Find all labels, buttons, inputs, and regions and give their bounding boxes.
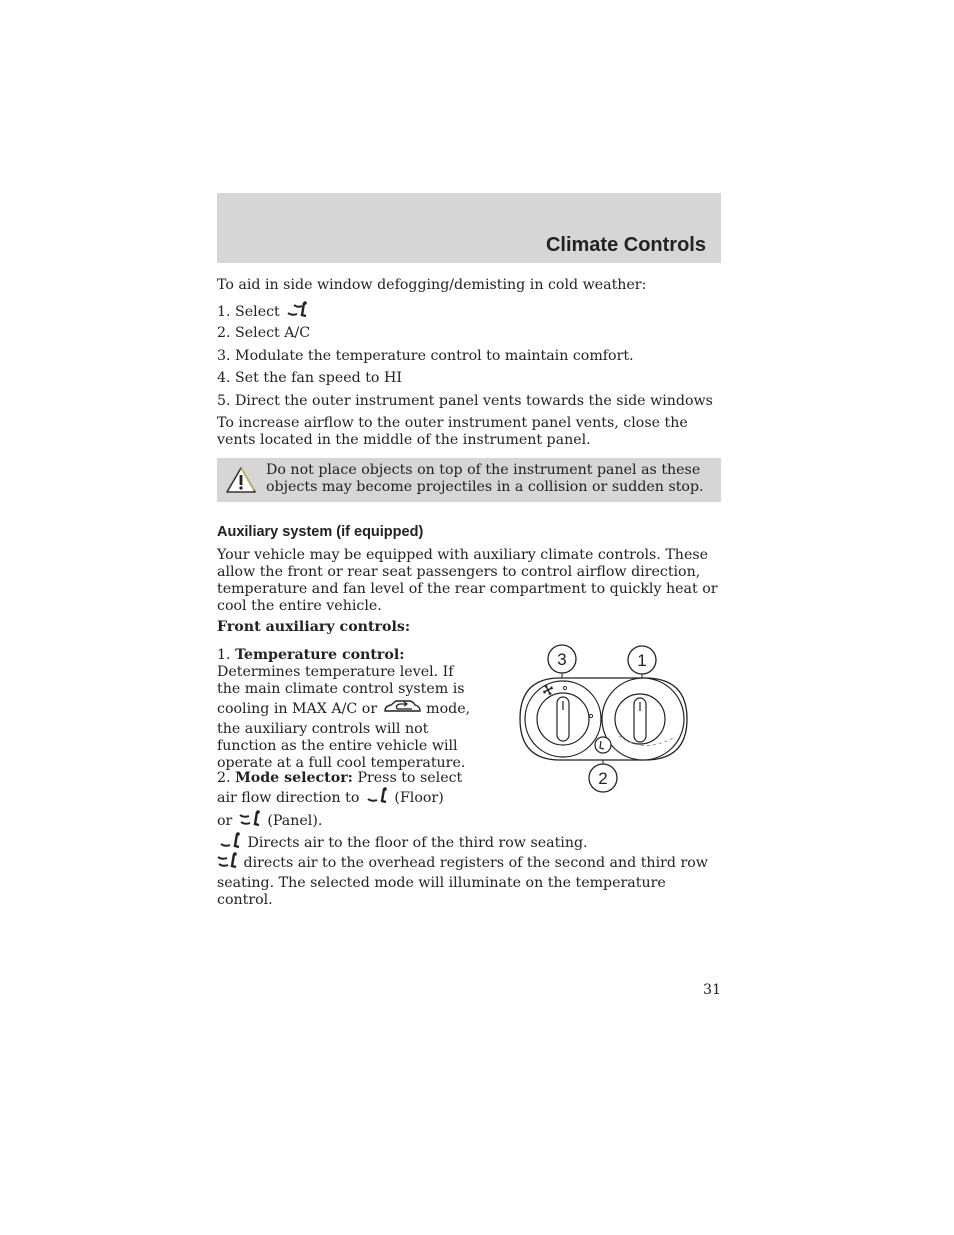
panel-mode-icon	[237, 810, 263, 833]
front-aux-heading: Front auxiliary controls:	[217, 619, 411, 635]
step-1-text: 1. Select	[217, 304, 280, 320]
recirculation-icon	[382, 698, 422, 721]
item-1-title: Temperature control:	[235, 647, 405, 663]
step-5: 5. Direct the outer instrument panel vents towards the side windows	[217, 393, 713, 409]
aux-paragraph: Your vehicle may be equipped with auxiliary climate controls. These allow the front or rear seat passengers to control airflow direction, temperature and fan level of the rear compartment to quickly heat or cool the entire vehicle.	[217, 547, 718, 614]
floor-panel-mode-icon	[284, 301, 310, 324]
airflow-paragraph: To increase airflow to the outer instrument panel vents, close the vents located in the middle of the instrument panel.	[217, 415, 688, 448]
intro-text: To aid in side window defogging/demisting in cold weather:	[217, 277, 647, 293]
item-2-title: Mode selector:	[235, 770, 353, 786]
item-2-floor: (Floor)	[394, 790, 444, 806]
warning-box	[217, 458, 721, 502]
item-2-or: or	[217, 813, 233, 829]
warning-triangle-icon	[225, 466, 257, 498]
step-1	[217, 301, 721, 324]
warning-text: Do not place objects on top of the instrument panel as these objects may become projectiles in a collision or sudden stop.	[266, 462, 704, 495]
callout-1: 1	[637, 651, 647, 670]
floor-mode-icon	[364, 787, 390, 810]
item-2-text-a: Press to select air flow direction to	[217, 770, 463, 806]
page-title: Climate Controls	[545, 234, 706, 256]
item-1-text-a: Determines temperature level. If the main climate control system is cooling in MAX A/C or	[217, 664, 465, 717]
aux-heading: Auxiliary system (if equipped)	[217, 524, 424, 540]
item-mode-selector	[217, 770, 479, 833]
item-2-number: 2.	[217, 770, 231, 786]
page-number: 31	[702, 982, 721, 998]
panel-description	[217, 852, 721, 909]
panel-mode-icon	[217, 852, 239, 875]
mode-selector-button[interactable]	[595, 737, 611, 753]
step-4: 4. Set the fan speed to HI	[217, 370, 402, 386]
floor-description-text: Directs air to the floor of the third row seating.	[247, 835, 588, 851]
step-3: 3. Modulate the temperature control to maintain comfort.	[217, 348, 634, 364]
step-2: 2. Select A/C	[217, 325, 311, 341]
callout-2: 2	[598, 769, 608, 788]
item-2-panel: (Panel).	[267, 813, 323, 829]
aux-control-diagram	[515, 642, 695, 801]
panel-description-text: directs air to the overhead registers of the second and third row seating. The selected mode will illuminate on the temperature control.	[217, 855, 708, 908]
callout-3: 3	[557, 650, 567, 669]
item-temperature-control	[217, 647, 479, 772]
item-1-number: 1.	[217, 647, 231, 663]
item-1-text-b: mode, the auxiliary controls will not function as the entire vehicle will operate at a full cool temperature.	[217, 701, 471, 771]
section-header	[217, 193, 721, 263]
